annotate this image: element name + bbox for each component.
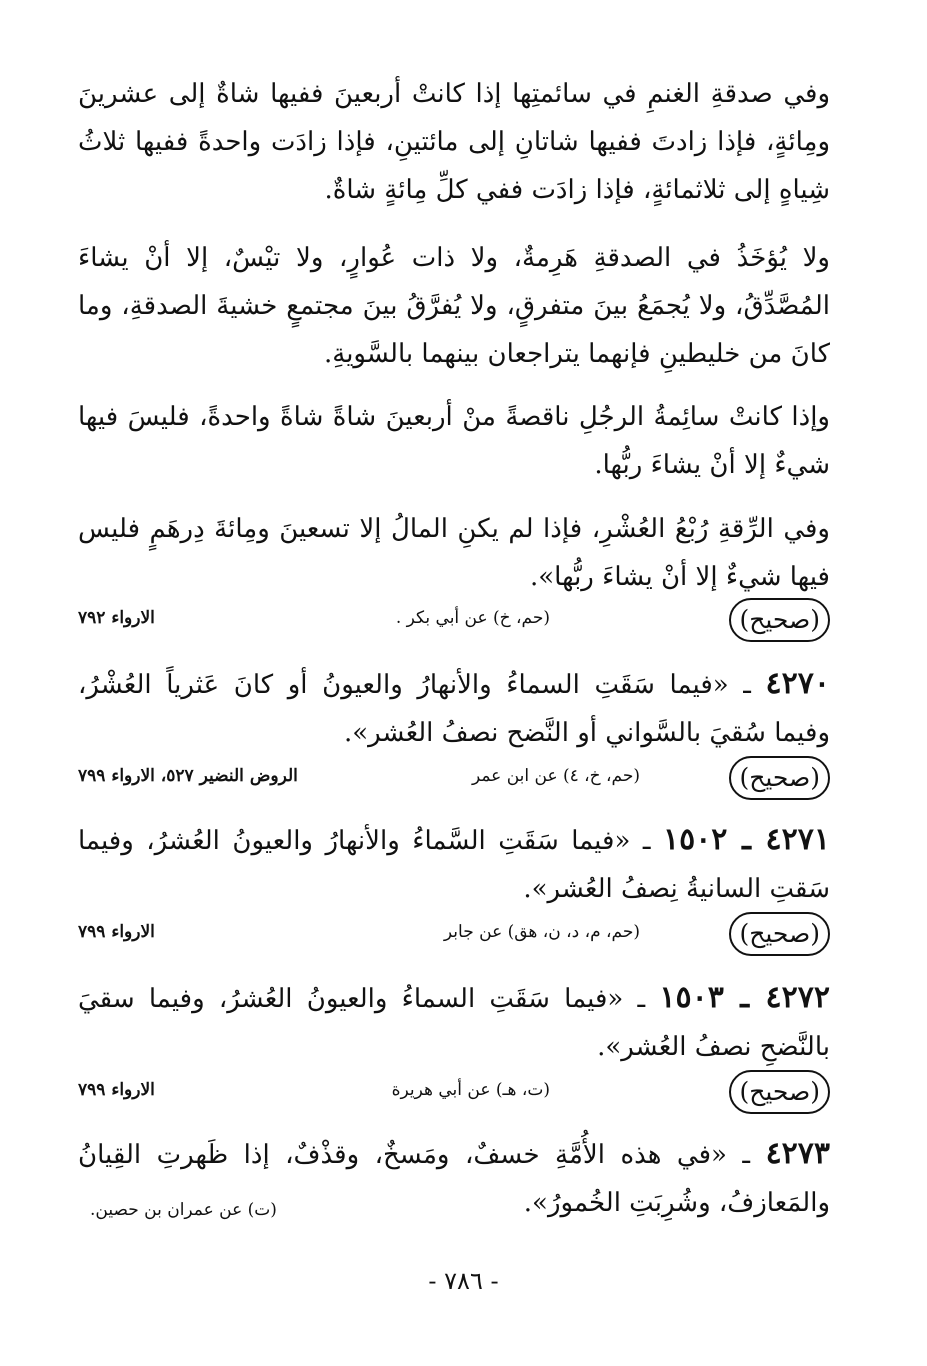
reference-text: الارواء ٧٩٢	[78, 608, 155, 628]
hadith-number: ٤٢٧٠	[765, 666, 830, 701]
source-text: (ت، هـ) عن أبي هريرة	[391, 1080, 550, 1100]
reference-text: الروض النضير ٥٢٧، الارواء ٧٩٩	[78, 766, 298, 786]
paragraph-no-old-sheep: ولا يُؤخَذُ في الصدقةِ هَرِمةٌ، ولا ذات عُوارٍ، ولا تيْسٌ، إلا أنْ يشاءَ المُصَّدِّقُ، ولا يُجمَعُ بينَ متفرقٍ، ولا يُفرَّقُ بينَ مجتمعٍ خشيةَ الصدقةِ، وما كانَ من خليطينِ فإنهما يتراجعان بينهما بالسَّويةِ.	[78, 243, 830, 369]
grade-badge: (صحيح)	[729, 912, 830, 956]
reference-text: الارواء ٧٩٩	[78, 922, 155, 942]
hadith-text: «فيما سَقَتِ السماءُ والأنهارُ والعيونُ أو كانَ عَثرياً العُشْرُ، وفيما سُقيَ بالسَّواني أو النَّضح نصفُ العُشر».	[78, 670, 830, 748]
hadith-4272: ٤٢٧٢ ـ ١٥٠٣ ـ «فيما سَقَتِ السماءُ والعيونُ العُشرُ، وفيما سقيَ بالنَّضحِ نصفُ العُشر».	[78, 980, 830, 1062]
grade-badge: (صحيح)	[729, 756, 830, 800]
page-number: - ٧٨٦ -	[428, 1267, 499, 1295]
source-row-first	[78, 598, 830, 642]
hadith-text: «في هذه الأُمَّةِ خسفٌ، ومَسخٌ، وقذْفٌ، إذا ظَهرتِ القِيانُ والمَعازفُ، وشُرِبَتِ الخُمورُ».	[78, 1140, 830, 1218]
source-text: (حم، م، د، ن، هق) عن جابر	[443, 922, 640, 942]
hadith-number: ٤٢٧١ ـ ١٥٠٢	[662, 822, 830, 857]
source-row-4271	[78, 912, 830, 956]
hadith-4271: ٤٢٧١ ـ ١٥٠٢ ـ «فيما سَقَتِ السَّماءُ والأنهارُ والعيونُ العُشرُ، وفيما سَقتِ السانيةُ نِصفُ العُشر».	[78, 822, 830, 904]
hadith-number: ٤٢٧٣	[765, 1136, 831, 1171]
hadith-4270: ٤٢٧٠ ـ «فيما سَقَتِ السماءُ والأنهارُ والعيونُ أو كانَ عَثرياً العُشْرُ، وفيما سُقيَ بالسَّواني أو النَّضح نصفُ العُشر».	[78, 666, 830, 748]
paragraph-sheep-zakat: وفي صدقةِ الغنمِ في سائمتِها إذا كانتْ أربعينَ ففيها شاةٌ إلى عشرينَ ومِائةٍ، فإذا زادتَ ففيها شاتانِ إلى مائتينِ، فإذا زادَت واحدةً ففيها ثلاثُ شِياهٍ إلى ثلاثمائةٍ، فإذا زادَت ففي كلِّ مِائةٍ شاةٌ.	[78, 79, 831, 205]
source-row-4272	[78, 1070, 830, 1114]
reference-text: الارواء ٧٩٩	[78, 1080, 155, 1100]
source-text: (حم، خ، ٤) عن ابن عمر	[471, 766, 640, 786]
hadith-text: «فيما سَقَتِ السَّماءُ والأنهارُ والعيونُ العُشرُ، وفيما سَقتِ السانيةُ نِصفُ العُشر».	[78, 826, 830, 904]
paragraph-less-than-forty: وإذا كانتْ سائِمةُ الرجُلِ ناقصةً منْ أربعينَ شاةً شاةً واحدةً، فليسَ فيها شيءٌ إلا أنْ يشاءَ ربُّها.	[78, 402, 830, 480]
hadith-number: ٤٢٧٢ ـ ١٥٠٣	[659, 980, 830, 1015]
source-text: (حم، خ) عن أبي بكر .	[395, 608, 550, 628]
source-text-4273: (ت) عن عمران بن حصين.	[90, 1200, 277, 1220]
grade-badge: (صحيح)	[729, 598, 830, 642]
source-row-4270	[78, 756, 830, 800]
hadith-text: «فيما سَقَتِ السماءُ والعيونُ العُشرُ، وفيما سقيَ بالنَّضحِ نصفُ العُشر».	[78, 984, 830, 1062]
paragraph-silver-zakat: وفي الرِّقةِ رُبْعُ العُشْرِ، فإذا لم يكنِ المالُ إلا تسعينَ ومِائةَ دِرهَمٍ فليس فيها شيءٌ إلا أنْ يشاءَ ربُّها».	[78, 514, 830, 592]
grade-badge: (صحيح)	[729, 1070, 830, 1114]
hadith-4273: ٤٢٧٣ ـ «في هذه الأُمَّةِ خسفٌ، ومَسخٌ، وقذْفٌ، إذا ظَهرتِ القِيانُ والمَعازفُ، وشُرِبَتِ الخُمورُ».	[78, 1136, 831, 1218]
